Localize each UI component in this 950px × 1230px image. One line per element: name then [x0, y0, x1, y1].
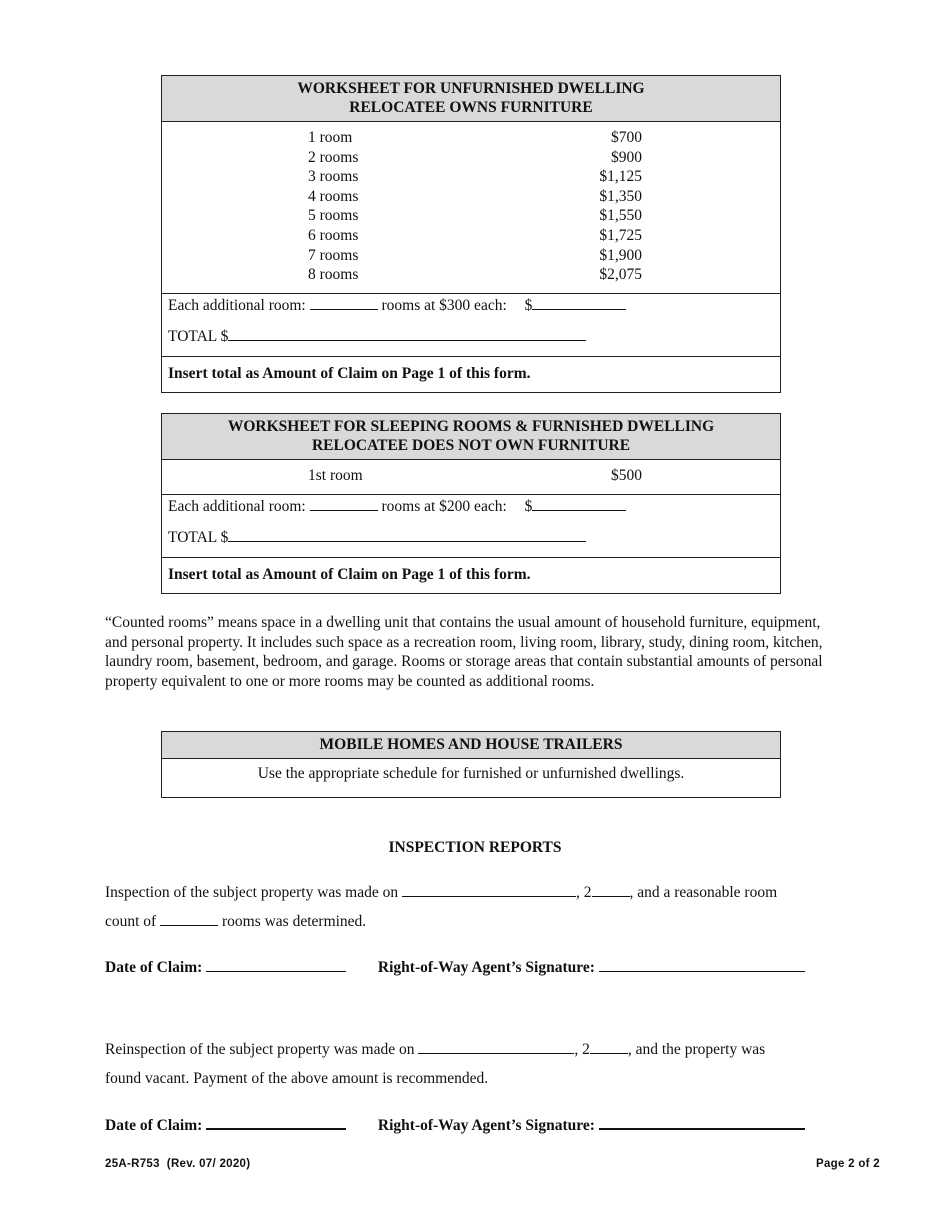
unfurnished-note: Insert total as Amount of Claim on Page 1 of this form.	[168, 364, 531, 382]
rate-label: 4 rooms	[308, 187, 359, 205]
additional-room-label: Each additional room:	[168, 296, 306, 314]
unfurnished-title-line2: RELOCATEE OWNS FURNITURE	[349, 99, 593, 116]
rate-amount: $1,550	[599, 207, 642, 225]
inspection-signature-row	[105, 957, 805, 977]
total-label: TOTAL $	[168, 327, 229, 345]
unfurnished-total-row	[162, 316, 780, 356]
inspection-text-end: , and a reasonable room	[629, 884, 778, 901]
mobile-homes-box	[161, 731, 781, 798]
counted-rooms-definition: “Counted rooms” means space in a dwelling unit that contains the usual amount of household furniture, equipment, and personal property. It includes such space as a recreation room, living room, library, study, dining room, kitchen, laundry room, basement, bedroom, and garage. Rooms or storage areas that contain substantial amounts of personal property equivalent to one or more rooms may be counted as additional rooms.	[105, 614, 823, 690]
rate-label: 5 rooms	[308, 207, 359, 225]
agent-signature-field[interactable]	[599, 1114, 805, 1130]
rate-row	[162, 206, 780, 226]
dollar-sign: $	[524, 497, 533, 515]
inspection-date-field[interactable]	[402, 882, 576, 897]
reinspection-year-prefix: , 2	[574, 1041, 590, 1058]
rate-row	[162, 265, 780, 285]
rate-amount: $1,350	[599, 187, 642, 205]
additional-amount-field[interactable]	[532, 496, 626, 511]
furnished-additional-row	[162, 495, 780, 517]
reinspection-text-end: , and the property was	[627, 1041, 766, 1058]
agent-signature-label: Right-of-Way Agent’s Signature:	[377, 959, 595, 976]
rate-row	[162, 226, 780, 246]
reinspection-text-start: Reinspection of the subject property was made on	[105, 1041, 415, 1058]
rate-label: 7 rooms	[308, 246, 359, 264]
additional-room-rate: rooms at $200 each:	[381, 497, 507, 515]
rate-label: 1 room	[308, 129, 353, 146]
dollar-sign: $	[524, 296, 533, 314]
additional-room-label: Each additional room:	[168, 497, 306, 515]
inspection-reports-heading: INSPECTION REPORTS	[388, 839, 562, 856]
room-count-field[interactable]	[160, 911, 218, 926]
rate-amount: $1,900	[599, 246, 642, 264]
furnished-total-row	[162, 517, 780, 557]
unfurnished-worksheet	[161, 75, 781, 393]
unfurnished-worksheet-title	[162, 76, 780, 122]
rate-label: 8 rooms	[308, 266, 359, 284]
date-of-claim-field[interactable]	[206, 957, 346, 972]
mobile-homes-text: Use the appropriate schedule for furnished or unfurnished dwellings.	[257, 765, 685, 782]
reinspection-date-field[interactable]	[418, 1039, 574, 1054]
agent-signature-field[interactable]	[599, 957, 805, 972]
inspection-statement	[105, 878, 835, 936]
reinspection-statement	[105, 1035, 835, 1093]
date-of-claim-label: Date of Claim:	[105, 1117, 203, 1134]
date-of-claim-label: Date of Claim:	[105, 959, 203, 976]
unfurnished-title-line1: WORKSHEET FOR UNFURNISHED DWELLING	[297, 80, 645, 97]
additional-rooms-count-field[interactable]	[310, 496, 378, 511]
rate-row	[162, 187, 780, 207]
rate-label: 2 rooms	[308, 148, 359, 166]
inspection-line-1	[105, 878, 835, 907]
mobile-homes-title: MOBILE HOMES AND HOUSE TRAILERS	[162, 732, 780, 759]
date-of-claim-field[interactable]	[206, 1114, 346, 1130]
rate-amount: $900	[611, 148, 642, 166]
total-amount-field[interactable]	[228, 326, 586, 341]
rate-row	[162, 246, 780, 266]
inspection-year-prefix: , 2	[576, 884, 592, 901]
furnished-worksheet	[161, 413, 781, 594]
reinspection-line-2: found vacant. Payment of the above amount is recommended.	[105, 1070, 489, 1087]
rate-label: 1st room	[308, 467, 363, 484]
furnished-note: Insert total as Amount of Claim on Page 1 of this form.	[168, 565, 531, 583]
inspection-year-field[interactable]	[592, 882, 630, 897]
agent-signature-label: Right-of-Way Agent’s Signature:	[377, 1117, 595, 1134]
furnished-worksheet-title	[162, 414, 780, 460]
rate-label: 6 rooms	[308, 226, 359, 244]
inspection-text-start: Inspection of the subject property was made on	[105, 884, 399, 901]
additional-room-rate: rooms at $300 each:	[381, 296, 507, 314]
additional-amount-field[interactable]	[532, 295, 626, 310]
total-amount-field[interactable]	[228, 527, 586, 542]
rate-amount: $700	[611, 129, 642, 146]
room-count-label: count of	[105, 913, 157, 930]
rate-row	[162, 128, 780, 148]
rate-amount: $2,075	[599, 266, 642, 284]
reinspection-year-field[interactable]	[590, 1039, 628, 1054]
furnished-rate-table	[162, 460, 780, 494]
inspection-line-2	[105, 907, 835, 936]
reinspection-signature-row	[105, 1114, 805, 1135]
rate-row	[162, 148, 780, 168]
rate-label: 3 rooms	[308, 168, 359, 186]
rate-amount: $500	[611, 467, 642, 484]
furnished-title-line1: WORKSHEET FOR SLEEPING ROOMS & FURNISHED DWELLING	[227, 418, 715, 435]
rate-amount: $1,125	[599, 168, 642, 186]
rate-row	[162, 466, 780, 486]
form-number: 25A-R753 (Rev. 07/ 2020)	[105, 1158, 251, 1170]
rate-row	[162, 167, 780, 187]
total-label: TOTAL $	[168, 528, 229, 546]
unfurnished-additional-row	[162, 294, 780, 316]
page-number: Page 2 of 2	[815, 1158, 880, 1170]
additional-rooms-count-field[interactable]	[310, 295, 378, 310]
reinspection-line-1	[105, 1035, 835, 1064]
room-count-end: rooms was determined.	[221, 913, 367, 930]
unfurnished-rate-table	[162, 122, 780, 293]
furnished-title-line2: RELOCATEE DOES NOT OWN FURNITURE	[311, 437, 631, 454]
rate-amount: $1,725	[599, 226, 642, 244]
